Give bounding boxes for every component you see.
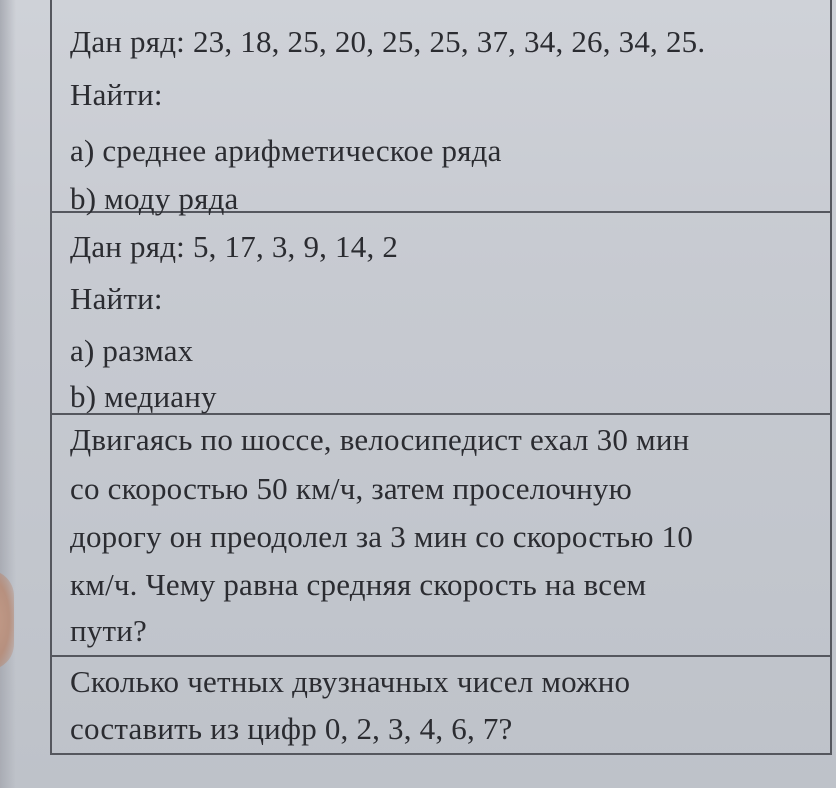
task-4-line-1: Сколько четных двузначных чисел можно <box>70 664 631 699</box>
task-2-series: Дан ряд: 5, 17, 3, 9, 14, 2 <box>70 229 399 264</box>
task-4-cell <box>52 657 830 755</box>
task-2-item-a: a) размах <box>70 333 194 368</box>
task-1-item-b: b) моду ряда <box>70 181 239 216</box>
task-3-text <box>70 415 820 653</box>
task-2-cell <box>52 213 830 415</box>
task-table <box>50 0 832 755</box>
task-2-prompt: Найти: <box>70 281 163 316</box>
task-3-line-4: км/ч. Чему равна средняя скорость на всем <box>70 567 647 602</box>
task-3-line-1: Двигаясь по шоссе, велосипедист ехал 30 мин <box>70 422 690 457</box>
task-1-series: Дан ряд: 23, 18, 25, 20, 25, 25, 37, 34, 26, 34, 25. <box>70 24 706 59</box>
task-3-line-2: со скоростью 50 км/ч, затем проселочную <box>70 471 632 506</box>
task-3-line-5: пути? <box>70 613 147 648</box>
task-4-text <box>70 657 820 751</box>
task-1-item-a: a) среднее арифметическое ряда <box>70 133 502 168</box>
task-2-item-b: b) медиану <box>70 379 217 414</box>
task-1-cell <box>52 0 830 216</box>
left-edge-shadow <box>0 0 16 788</box>
task-3-line-3: дорогу он преодолел за 3 мин со скоростью 10 <box>70 519 694 554</box>
task-1-prompt: Найти: <box>70 77 163 112</box>
task-4-line-2: составить из цифр 0, 2, 3, 4, 6, 7? <box>70 711 513 746</box>
task-3-cell <box>52 415 830 657</box>
